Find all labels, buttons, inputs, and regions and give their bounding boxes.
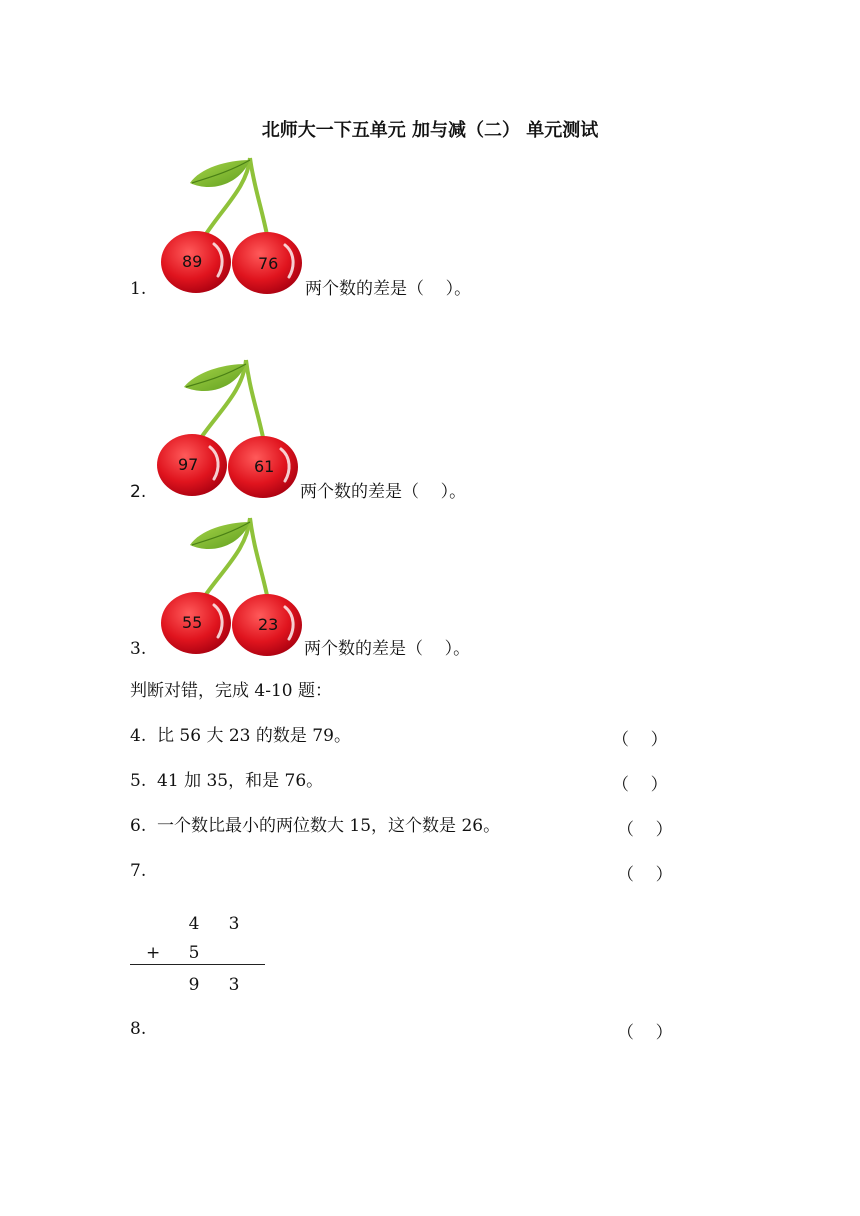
q2-number: 2. <box>130 482 147 502</box>
q7-number: 7. <box>130 861 147 881</box>
page-title: 北师大一下五单元 加与减（二） 单元测试 <box>261 120 599 141</box>
q4-statement: 4. 比 56 大 23 的数是 79。 <box>130 726 351 746</box>
q3-left-number: 55 <box>182 613 203 632</box>
q1-question-text: 两个数的差是（ ）。 <box>305 279 472 299</box>
q7-result-tens: 9 <box>188 975 200 995</box>
q3-number: 3. <box>130 639 147 659</box>
q3-right-number: 23 <box>258 615 279 634</box>
q7-answer-blank[interactable]: （ ） <box>617 865 673 885</box>
q6-statement: 6. 一个数比最小的两位数大 15，这个数是 26。 <box>130 816 501 836</box>
q5-answer-blank[interactable]: （ ） <box>612 775 668 795</box>
q2-cherry-picture <box>148 352 308 502</box>
q7-plus-sign: + <box>146 943 161 963</box>
q3-question-text: 两个数的差是（ ）。 <box>304 639 471 659</box>
q2-question-text: 两个数的差是（ ）。 <box>300 482 467 502</box>
q7-row2-tens: 5 <box>188 943 200 963</box>
q2-right-number: 61 <box>254 457 275 476</box>
q1-left-number: 89 <box>182 252 203 271</box>
q7-sum-line <box>130 964 265 965</box>
q1-number: 1. <box>130 279 147 299</box>
q1-right-number: 76 <box>258 254 279 273</box>
q6-answer-blank[interactable]: （ ） <box>617 820 673 840</box>
q7-result-ones: 3 <box>228 975 240 995</box>
judge-intro: 判断对错，完成 4-10 题： <box>130 681 332 701</box>
q3-cherry-picture <box>152 510 312 660</box>
q5-statement: 5. 41 加 35，和是 76。 <box>130 771 324 791</box>
q7-row1-tens: 4 <box>188 914 200 934</box>
q8-answer-blank[interactable]: （ ） <box>617 1023 673 1043</box>
q2-left-number: 97 <box>178 455 199 474</box>
q1-cherry-picture <box>152 148 312 298</box>
q8-number: 8. <box>130 1019 147 1039</box>
q7-row1-ones: 3 <box>228 914 240 934</box>
q4-answer-blank[interactable]: （ ） <box>612 730 668 750</box>
